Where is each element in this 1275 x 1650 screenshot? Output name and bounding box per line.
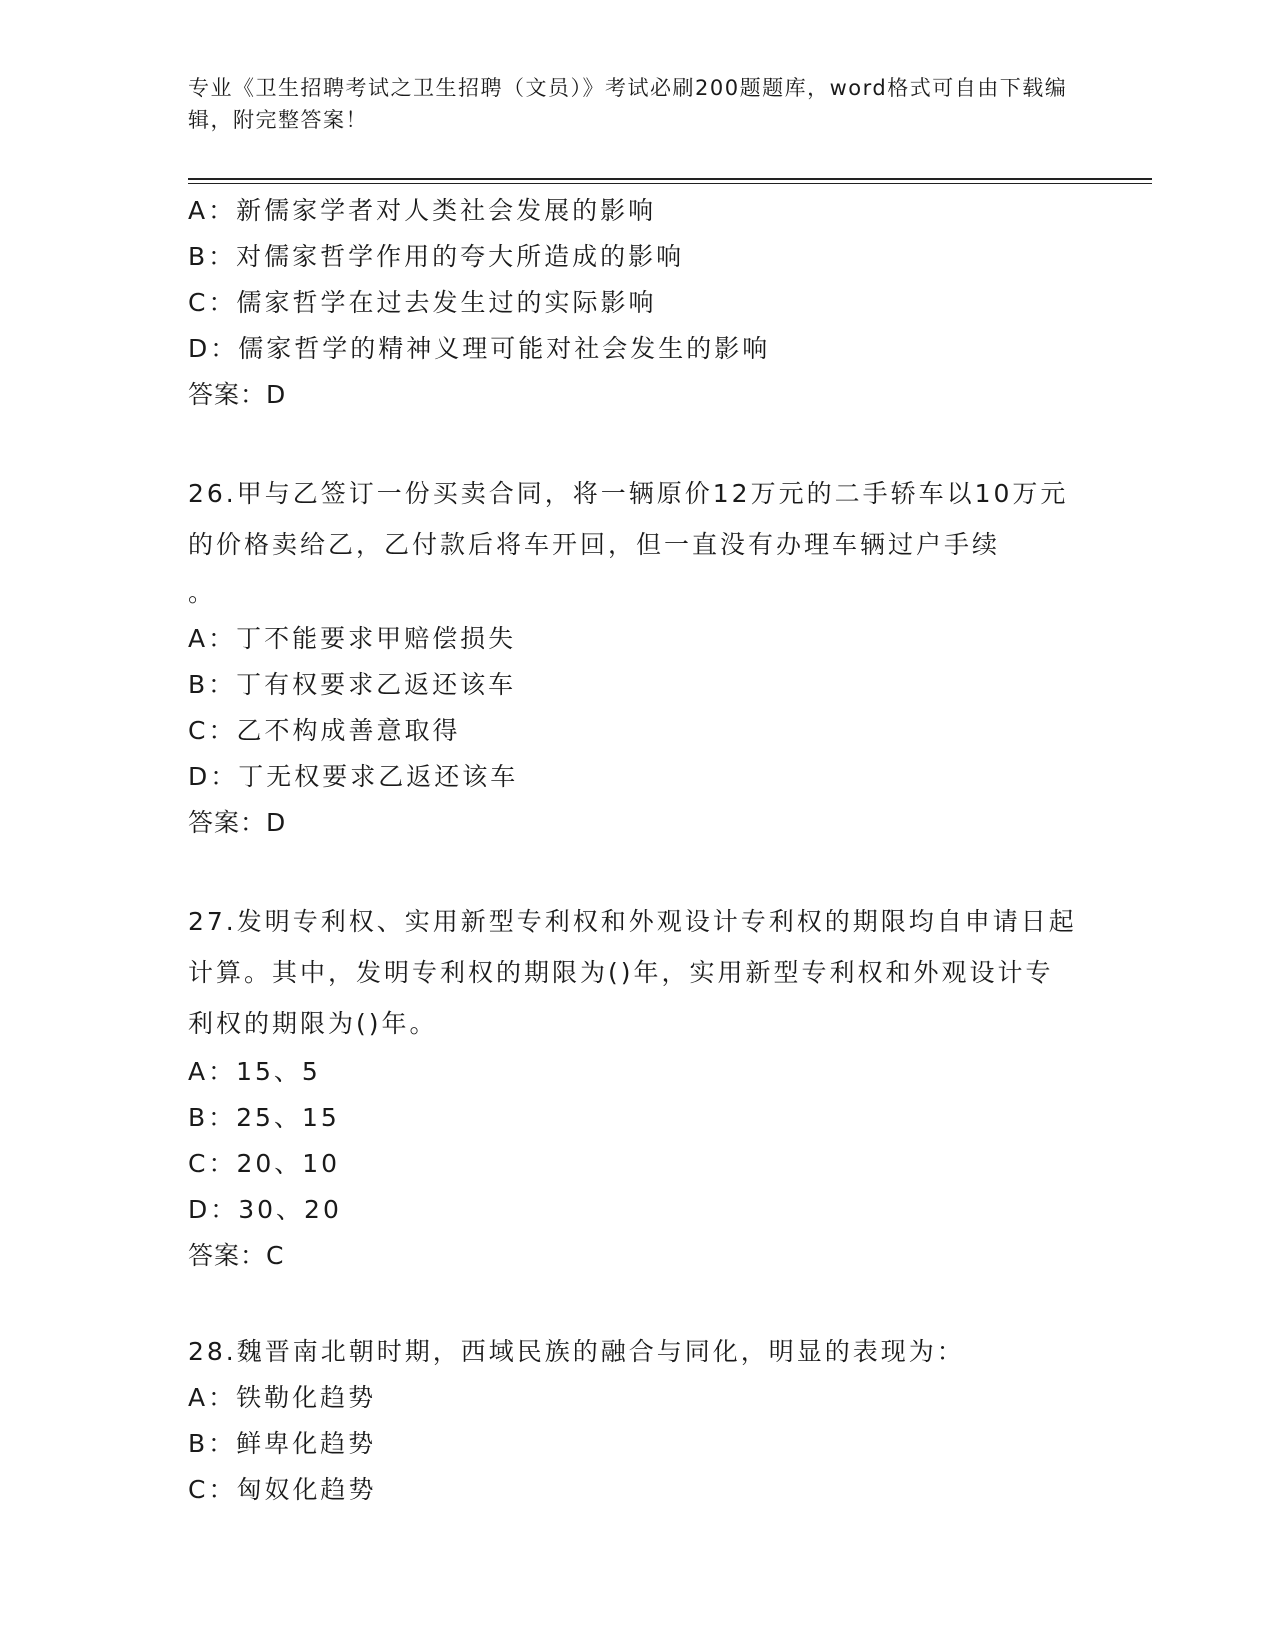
option-c: C：20、10 [188,1149,341,1178]
answer: 答案：D [188,808,287,837]
answer: 答案：C [188,1241,285,1270]
header-rule-thin [188,183,1152,184]
question-27 [188,896,1078,1279]
question-stem-tail: 。 [188,578,217,607]
option-d: D：30、20 [188,1195,342,1224]
option-d: D：丁无权要求乙返还该车 [188,762,519,791]
question-28 [188,1329,1078,1513]
option-a: A：新儒家学者对人类社会发展的影响 [188,196,657,225]
question-stem: 26.甲与乙签订一份买卖合同，将一辆原价12万元的二手轿车以10万元的价格卖给乙，乙付款后将车开回，但一直没有办理车辆过户手续 [188,479,1069,559]
option-c: C：匈奴化趋势 [188,1475,377,1504]
question-stem: 28.魏晋南北朝时期，西域民族的融合与同化，明显的表现为： [188,1337,965,1366]
answer: 答案：D [188,380,287,409]
question-list [188,188,1078,1513]
option-a: A：丁不能要求甲赔偿损失 [188,624,517,653]
document-header: 专业《卫生招聘考试之卫生招聘（文员）》考试必刷200题题库，word格式可自由下载编辑，附完整答案！ [188,76,1068,132]
option-b: B：鲜卑化趋势 [188,1429,377,1458]
option-b: B：对儒家哲学作用的夸大所造成的影响 [188,242,685,271]
option-b: B：25、15 [188,1103,340,1132]
header-rule-thick [188,178,1152,180]
option-d: D：儒家哲学的精神义理可能对社会发生的影响 [188,334,771,363]
question-stem: 27.发明专利权、实用新型专利权和外观设计专利权的期限均自申请日起计算。其中，发明专利权的期限为()年，实用新型专利权和外观设计专利权的期限为()年。 [188,907,1077,1038]
question-26 [188,468,1078,846]
question-25 [188,188,1078,418]
option-a: A：15、5 [188,1057,321,1086]
option-b: B：丁有权要求乙返还该车 [188,670,517,699]
option-c: C：乙不构成善意取得 [188,716,461,745]
option-a: A：铁勒化趋势 [188,1383,377,1412]
option-c: C：儒家哲学在过去发生过的实际影响 [188,288,657,317]
